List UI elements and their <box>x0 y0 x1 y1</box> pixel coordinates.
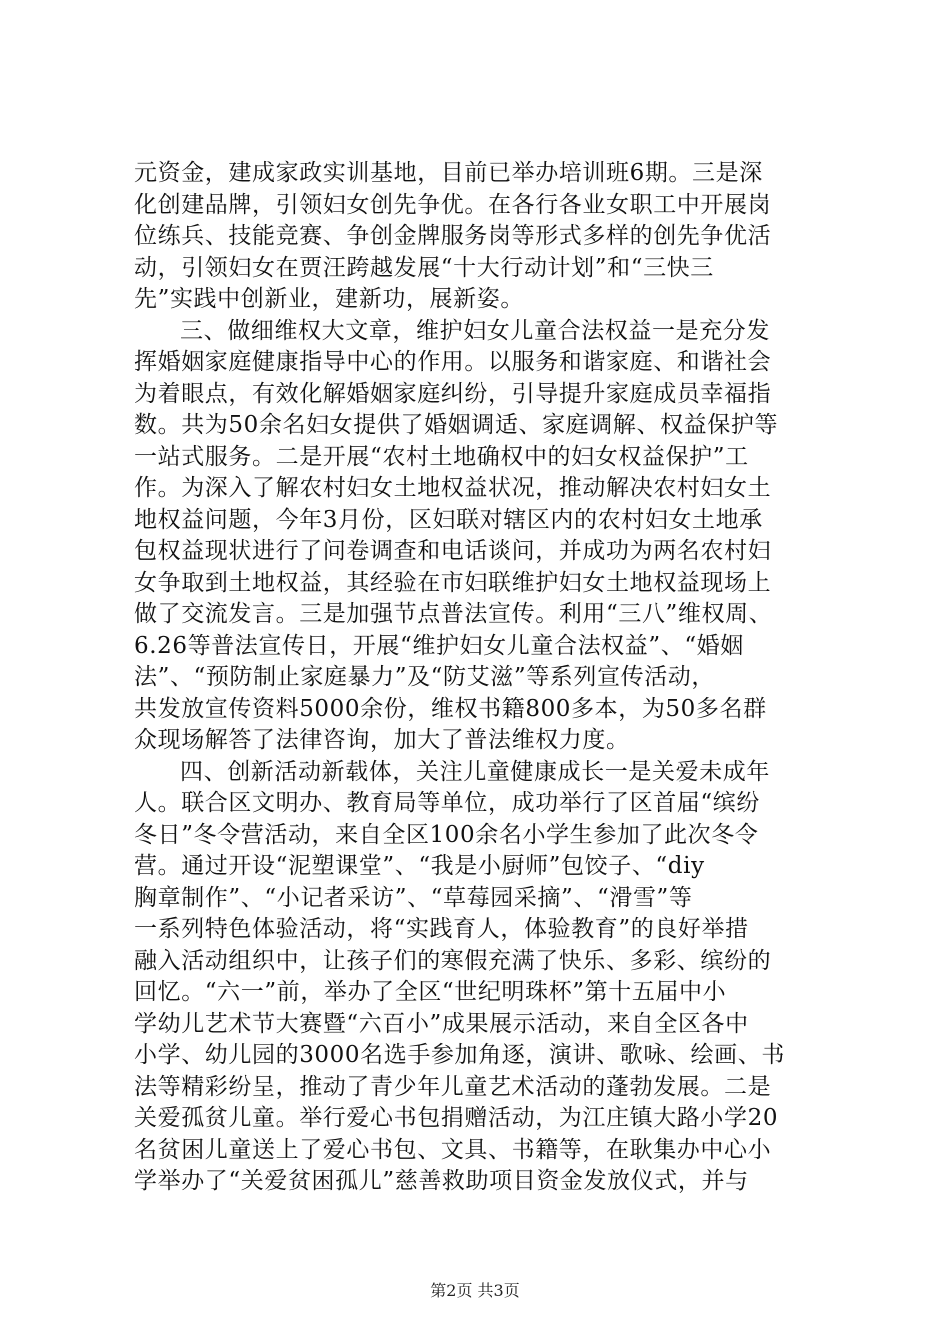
text-line: 6.26等普法宣传日，开展“维护妇女儿童合法权益”、“婚姻 <box>134 632 744 659</box>
text-line: 女争取到土地权益，其经验在市妇联维护妇女土地权益现场上 <box>134 569 772 596</box>
text-line: 地权益问题，今年3月份，区妇联对辖区内的农村妇女土地承 <box>134 506 763 533</box>
text-line: 小学、幼儿园的3000名选手参加角逐，演讲、歌咏、绘画、书 <box>134 1042 785 1068</box>
text-line: 共发放宣传资料5000余份，维权书籍800多本，为50多名群 <box>134 695 767 722</box>
text-line: 一系列特色体验活动，将“实践育人，体验教育”的良好举措 <box>134 916 749 942</box>
text-line: 动，引领妇女在贾汪跨越发展“十大行动计划”和“三快三 <box>134 254 714 281</box>
text-line: 回忆。“六一”前，举办了全区“世纪明珠杯”第十五届中小 <box>134 979 727 1005</box>
text-line: 法等精彩纷呈，推动了青少年儿童艺术活动的蓬勃发展。二是 <box>134 1073 772 1100</box>
text-line: 作。为深入了解农村妇女土地权益状况，推动解决农村妇女土 <box>134 475 772 501</box>
text-line: 人。联合区文明办、教育局等单位，成功举行了区首届“缤纷 <box>134 790 760 816</box>
text-line: 元资金，建成家政实训基地，目前已举办培训班6期。三是深 <box>134 160 763 186</box>
text-line: 名贫困儿童送上了爱心书包、文具、书籍等，在耿集办中心小 <box>134 1136 772 1163</box>
text-line: 学举办了“关爱贫困孤儿”慈善救助项目资金发放仪式，并与 <box>134 1168 749 1194</box>
text-line: 冬日”冬令营活动，来自全区100余名小学生参加了此次冬令 <box>134 821 759 848</box>
text-line: 包权益现状进行了问卷调查和电话谈问，并成功为两名农村妇 <box>134 538 772 564</box>
paragraph-3-heading-line: 三、做细维权大文章，维护妇女儿童合法权益一是充分发 <box>180 317 770 344</box>
page-number-footer: 第2页 共3页 <box>430 1281 520 1300</box>
text-line: 先”实践中创新业，建新功，展新姿。 <box>134 286 524 312</box>
text-line: 为着眼点，有效化解婚姻家庭纠纷，引导提升家庭成员幸福指 <box>134 380 772 407</box>
text-line: 法”、“预防制止家庭暴力”及“防艾滋”等系列宣传活动， <box>134 664 715 690</box>
text-line: 胸章制作”、“小记者采访”、“草莓园采摘”、“滑雪”等 <box>134 884 693 911</box>
text-line: 学幼儿艺术节大赛暨“六百小”成果展示活动，来自全区各中 <box>134 1010 749 1037</box>
body-text <box>134 158 824 1198</box>
text-line: 挥婚姻家庭健康指导中心的作用。以服务和谐家庭、和谐社会 <box>134 349 772 375</box>
text-line: 众现场解答了法律咨询，加大了普法维权力度。 <box>134 727 630 753</box>
text-line: 一站式服务。二是开展“农村土地确权中的妇女权益保护”工 <box>134 443 749 470</box>
text-line: 化创建品牌，引领妇女创先争优。在各行各业女职工中开展岗 <box>134 191 772 218</box>
text-line: 做了交流发言。三是加强节点普法宣传。利用“三八”维权周、 <box>134 601 773 627</box>
paragraph-4-heading-line: 四、创新活动新载体，关注儿童健康成长一是关爱未成年 <box>180 758 770 785</box>
text-line: 位练兵、技能竞赛、争创金牌服务岗等形式多样的创先争优活 <box>134 223 772 249</box>
text-line: 数。共为50余名妇女提供了婚姻调适、家庭调解、权益保护等 <box>134 412 779 438</box>
text-line: 营。通过开设“泥塑课堂”、“我是小厨师”包饺子、“diy <box>134 853 705 879</box>
text-line: 融入活动组织中，让孩子们的寒假充满了快乐、多彩、缤纷的 <box>134 947 772 974</box>
text-line: 关爱孤贫儿童。举行爱心书包捐赠活动，为江庄镇大路小学20 <box>134 1105 779 1131</box>
